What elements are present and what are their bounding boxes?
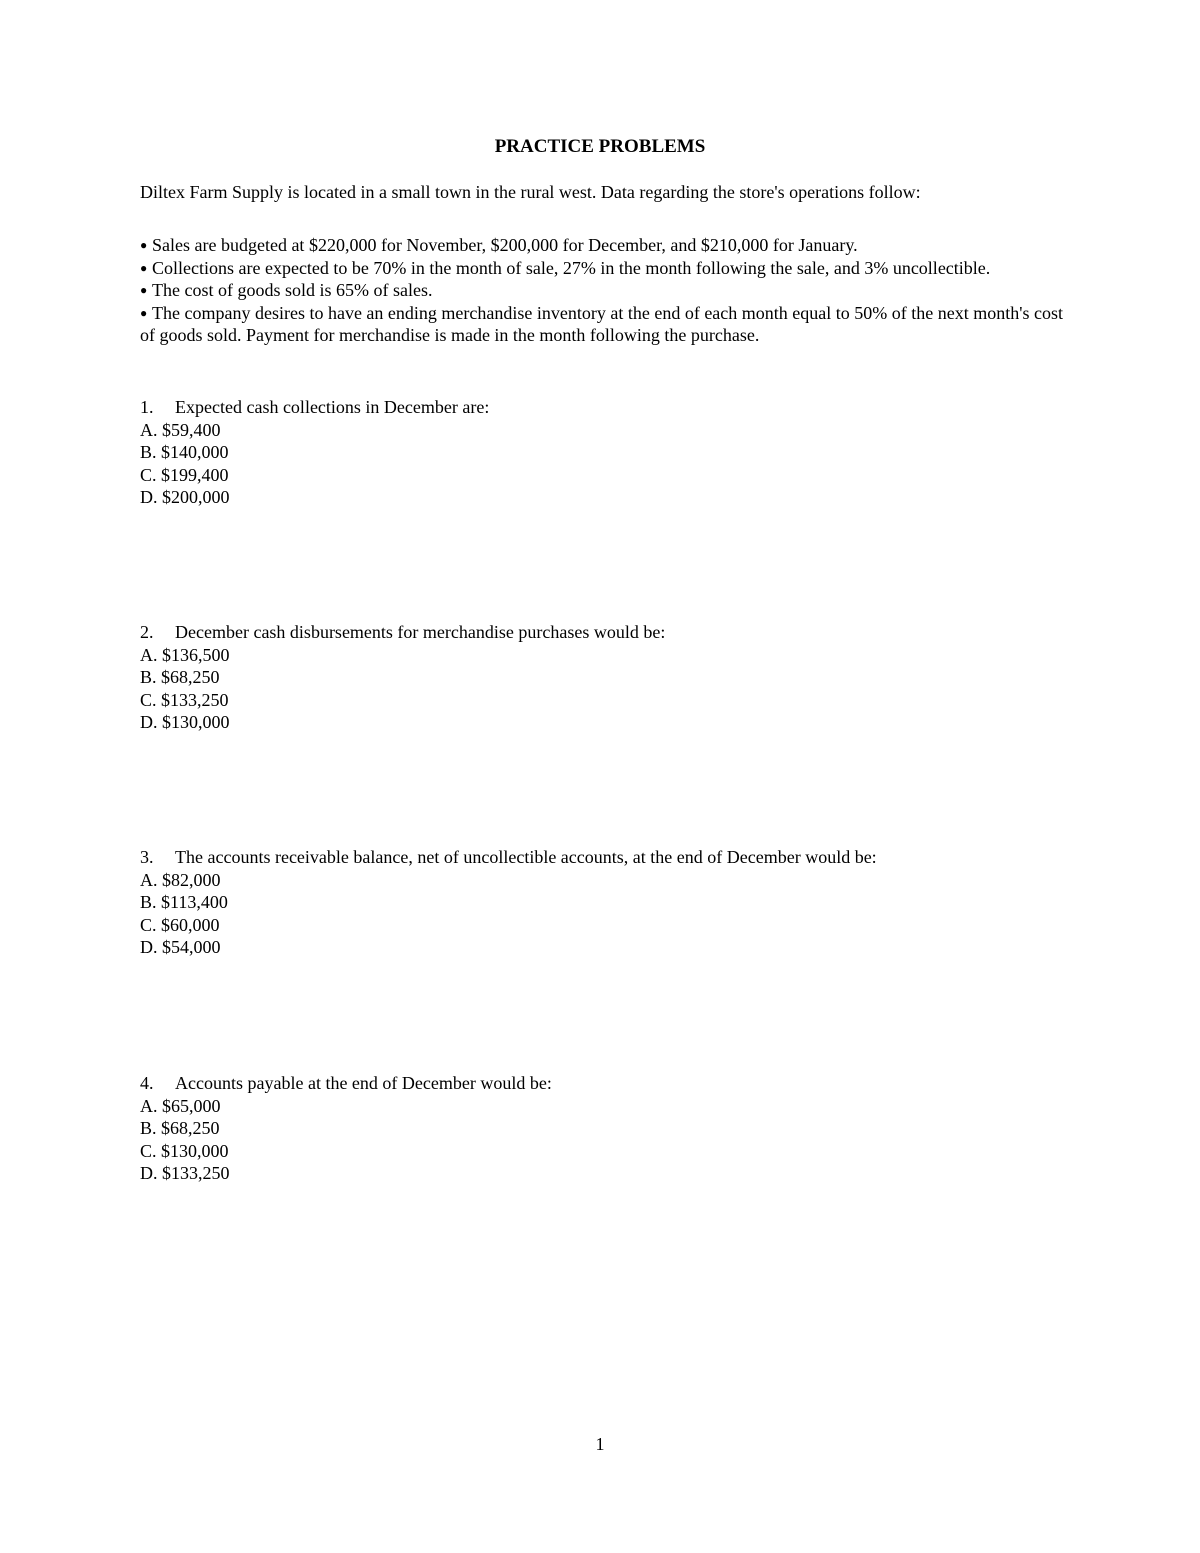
question-4 bbox=[140, 1072, 1080, 1185]
bullet-icon: ● bbox=[140, 305, 148, 320]
answer-option: A. $65,000 bbox=[140, 1095, 221, 1116]
question-stem bbox=[140, 846, 1080, 869]
answer-option: C. $133,250 bbox=[140, 689, 229, 710]
answer-option: D. $54,000 bbox=[140, 937, 221, 957]
answer-option: D. $133,250 bbox=[140, 1163, 230, 1183]
answer-option: C. $199,400 bbox=[140, 464, 229, 485]
bullet-item bbox=[140, 302, 1070, 347]
answer-option: D. $130,000 bbox=[140, 712, 230, 732]
answer-option: C. $130,000 bbox=[140, 1140, 229, 1161]
answer-option: B. $113,400 bbox=[140, 892, 228, 912]
question-text: Expected cash collections in December are: bbox=[175, 397, 490, 417]
question-stem bbox=[140, 1072, 1080, 1095]
question-text: The accounts receivable balance, net of uncollectible accounts, at the end of December would be: bbox=[175, 847, 877, 867]
answer-option: B. $140,000 bbox=[140, 442, 229, 462]
intro-paragraph: Diltex Farm Supply is located in a small town in the rural west. Data regarding the store's operations follow: bbox=[140, 182, 921, 202]
answer-option: D. $200,000 bbox=[140, 487, 230, 507]
bullet-text: The cost of goods sold is 65% of sales. bbox=[152, 280, 433, 300]
bullet-item bbox=[140, 257, 1070, 280]
bullet-text: Collections are expected to be 70% in the month of sale, 27% in the month following the sale, and 3% uncollectible. bbox=[152, 257, 991, 278]
answer-option: A. $59,400 bbox=[140, 419, 221, 440]
bullet-icon: ● bbox=[140, 260, 148, 275]
question-number: 3. bbox=[140, 847, 154, 867]
question-text: Accounts payable at the end of December would be: bbox=[175, 1073, 552, 1093]
bullet-icon: ● bbox=[140, 238, 148, 252]
question-text: December cash disbursements for merchandise purchases would be: bbox=[175, 622, 666, 642]
page-number: 1 bbox=[595, 1434, 605, 1454]
question-1 bbox=[140, 396, 1080, 509]
question-3 bbox=[140, 846, 1080, 959]
question-number: 1. bbox=[140, 397, 154, 417]
page-title: PRACTICE PROBLEMS bbox=[494, 136, 706, 157]
question-2 bbox=[140, 621, 1080, 734]
bullet-item bbox=[140, 279, 1070, 302]
answer-option: B. $68,250 bbox=[140, 667, 220, 687]
answer-option: C. $60,000 bbox=[140, 914, 220, 935]
data-bullet-list bbox=[140, 234, 1070, 347]
question-stem bbox=[140, 396, 1080, 419]
question-number: 2. bbox=[140, 622, 154, 642]
question-number: 4. bbox=[140, 1073, 154, 1093]
bullet-text: Sales are budgeted at $220,000 for November, $200,000 for December, and $210,000 for January. bbox=[152, 235, 858, 255]
question-stem bbox=[140, 621, 1080, 644]
answer-option: A. $136,500 bbox=[140, 644, 230, 665]
bullet-icon: ● bbox=[140, 283, 148, 297]
bullet-text: The company desires to have an ending merchandise inventory at the end of each month equal to 50% of the next month's cost of goods sold. Payment for merchandise is made in the month following the purchase. bbox=[140, 302, 1063, 345]
answer-option: A. $82,000 bbox=[140, 869, 221, 890]
answer-option: B. $68,250 bbox=[140, 1118, 220, 1138]
bullet-item bbox=[140, 234, 1070, 257]
